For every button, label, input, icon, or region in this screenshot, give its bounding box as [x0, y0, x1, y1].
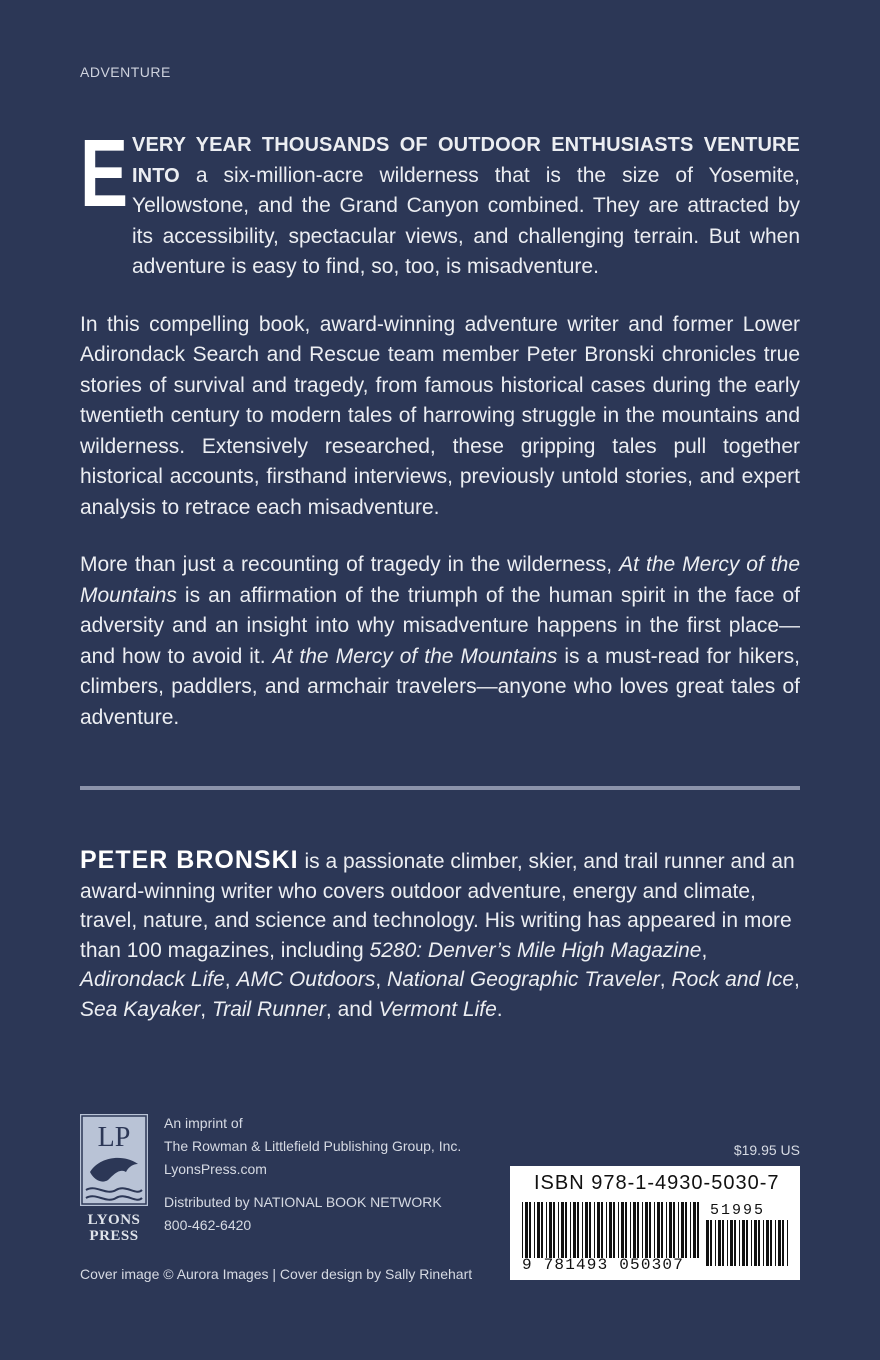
barcode-bar [601, 1202, 603, 1258]
comma: , [659, 968, 666, 991]
magazine-title: National Geographic Traveler [387, 968, 660, 991]
comma: , [701, 938, 708, 962]
barcode-bar [534, 1202, 535, 1258]
distributor-phone: 800-462-6420 [164, 1217, 252, 1233]
barcode-digits: 9 781493 050307 [522, 1256, 685, 1274]
paragraph-3-part-a: More than just a recounting of tragedy in the wilderness, [80, 553, 613, 576]
barcode-bar [766, 1220, 769, 1266]
barcode-bar [609, 1202, 612, 1258]
barcode-bar [715, 1220, 716, 1266]
barcode-bar [558, 1202, 559, 1258]
barcode-bar [661, 1202, 663, 1258]
barcode-bar [594, 1202, 595, 1258]
barcode-bar [637, 1202, 639, 1258]
bio-text: is a passionate climber, skier, and trail runner and an award-winning writer who covers outdoor adventure, energy and climate, travel, nature, and science and technology. His writing has appeared in more than 100 magazines, including [80, 850, 795, 962]
magazine-title: Adirondack Life [80, 968, 225, 991]
barcode-bar [546, 1202, 547, 1258]
book-description [80, 120, 801, 760]
barcode-bar [685, 1202, 687, 1258]
barcode-bar [613, 1202, 615, 1258]
barcode-bar [734, 1220, 736, 1266]
author-name: PETER BRONSKI [80, 846, 299, 874]
imprint-of: An imprint of [164, 1115, 243, 1131]
barcode-bar [681, 1202, 684, 1258]
barcode-bar [553, 1202, 555, 1258]
comma: , [200, 997, 207, 1021]
barcode-bar [710, 1220, 712, 1266]
cover-credits: Cover image © Aurora Images | Cover design by Sally Rinehart [80, 1266, 473, 1282]
barcode-bar [525, 1202, 528, 1258]
isbn-barcode-box [510, 1166, 800, 1280]
publisher-website[interactable]: LyonsPress.com [164, 1161, 267, 1177]
barcode-bar [565, 1202, 567, 1258]
paragraph-3-part-c: is a must-read for hikers, climbers, paddlers, and armchair travelers—anyone who loves great tales of adventure. [80, 644, 801, 729]
isbn-number: ISBN 978-1-4930-5030-7 [534, 1172, 780, 1194]
author-bio [80, 846, 800, 1024]
category-label: ADVENTURE [80, 64, 171, 80]
barcode-bar [573, 1202, 576, 1258]
barcode-bar [666, 1202, 667, 1258]
barcode-bar [537, 1202, 540, 1258]
period: . [496, 997, 503, 1021]
barcode-bar [763, 1220, 764, 1266]
barcode-bar [606, 1202, 607, 1258]
barcode-bar [529, 1202, 531, 1258]
barcode-bar [727, 1220, 728, 1266]
barcode-bar [697, 1202, 699, 1258]
barcode-bar [541, 1202, 543, 1258]
barcode-bar [778, 1220, 781, 1266]
comma: , [375, 968, 382, 991]
barcode-bar [751, 1220, 752, 1266]
barcode-bar [678, 1202, 679, 1258]
barcode-bar [739, 1220, 740, 1266]
barcode-bar [585, 1202, 588, 1258]
barcode-bar [770, 1220, 772, 1266]
publisher-info [164, 1112, 461, 1237]
main-barcode [522, 1202, 702, 1258]
barcode-bar [669, 1202, 672, 1258]
barcode-bar [730, 1220, 733, 1266]
barcode-bar [630, 1202, 631, 1258]
barcode-bar [549, 1202, 552, 1258]
barcode-bar [522, 1202, 523, 1258]
section-divider [80, 786, 800, 790]
description-paragraph-1 [80, 120, 800, 283]
barcode-bar [758, 1220, 760, 1266]
description-paragraph-3 [80, 550, 800, 733]
barcode-bar [782, 1220, 784, 1266]
description-paragraph-2: In this compelling book, award-winning adventure writer and former Lower Adirondack Search and Rescue team member Peter Bronski chronicles true stories of survival and tragedy, from famous historical cases during the early twentieth century to modern tales of harrowing struggle in the mountains and wilderness. Extensively researched, these gripping tales pull together historical accounts, firsthand interviews, previously untold stories, and expert analysis to retrace each misadventure. [80, 312, 800, 519]
barcode-bar [625, 1202, 627, 1258]
comma: , [224, 968, 231, 991]
barcode-bar [690, 1202, 691, 1258]
barcode-bar [746, 1220, 748, 1266]
barcode-bar [742, 1220, 745, 1266]
barcode-bar [722, 1220, 724, 1266]
magazine-title: Vermont Life [378, 997, 497, 1021]
book-title-italic: At the Mercy of the Mountains [272, 644, 558, 668]
publishing-group: The Rowman & Littlefield Publishing Group, Inc. [164, 1138, 462, 1154]
barcode-bar [582, 1202, 583, 1258]
barcode-bar [754, 1220, 757, 1266]
barcode-bar [654, 1202, 655, 1258]
barcode-bar [693, 1202, 696, 1258]
distributor: Distributed by NATIONAL BOOK NETWORK [164, 1194, 442, 1210]
barcode-bar [597, 1202, 600, 1258]
barcode-bar [645, 1202, 648, 1258]
barcode-bar [577, 1202, 579, 1258]
drop-cap: E [80, 120, 129, 227]
barcode-bar [561, 1202, 564, 1258]
lead-caps-text: VERY YEAR THOUSANDS OF OUTDOOR ENTHUSIASTS VENTURE INTO [132, 134, 800, 187]
comma: , [325, 997, 332, 1021]
price-code: 51995 [710, 1202, 766, 1219]
comma: , [794, 968, 800, 991]
logo-name-line-1: LYONS [87, 1212, 141, 1228]
barcode-bar [787, 1220, 788, 1266]
paragraph-1-text [132, 130, 800, 283]
barcode-bar [570, 1202, 571, 1258]
barcode-bar [589, 1202, 591, 1258]
barcode-bar [673, 1202, 675, 1258]
barcode-bar [775, 1220, 776, 1266]
paragraph-1-rest: a six-million-acre wilderness that is the size of Yosemite, Yellowstone, and the Grand Canyon combined. They are attracted by its accessibility, spectacular views, and challenging terrain. But when adventure is easy to find, so, too, is misadventure. [132, 163, 800, 278]
paragraph-3-part-b: is an affirmation of the triumph of the human spirit in the face of adversity and an insight into why misadventure happens in the first place—and how to avoid it. [80, 583, 800, 668]
barcode-bar [657, 1202, 660, 1258]
barcode-bar [706, 1220, 709, 1266]
price-label: $19.95 US [733, 1142, 800, 1158]
barcode-bar [649, 1202, 651, 1258]
magazine-title: AMC Outdoors [236, 968, 376, 991]
magazine-title: Rock and Ice [671, 968, 795, 991]
and-word: and [337, 997, 373, 1021]
logo-name-line-2: PRESS [89, 1228, 139, 1244]
barcode-bar [621, 1202, 624, 1258]
barcode-bar [633, 1202, 636, 1258]
barcode-bar [618, 1202, 619, 1258]
lyons-press-logo [80, 1114, 148, 1244]
barcode-bar [642, 1202, 643, 1258]
book-title-italic: At the Mercy of the Mountains [80, 553, 801, 607]
barcode-bar [718, 1220, 721, 1266]
addon-barcode [706, 1220, 790, 1266]
logo-initials: LP [97, 1122, 131, 1153]
magazine-title: 5280: Denver’s Mile High Magazine [369, 938, 702, 962]
magazine-title: Sea Kayaker [80, 997, 201, 1021]
magazine-title: Trail Runner [211, 997, 326, 1021]
